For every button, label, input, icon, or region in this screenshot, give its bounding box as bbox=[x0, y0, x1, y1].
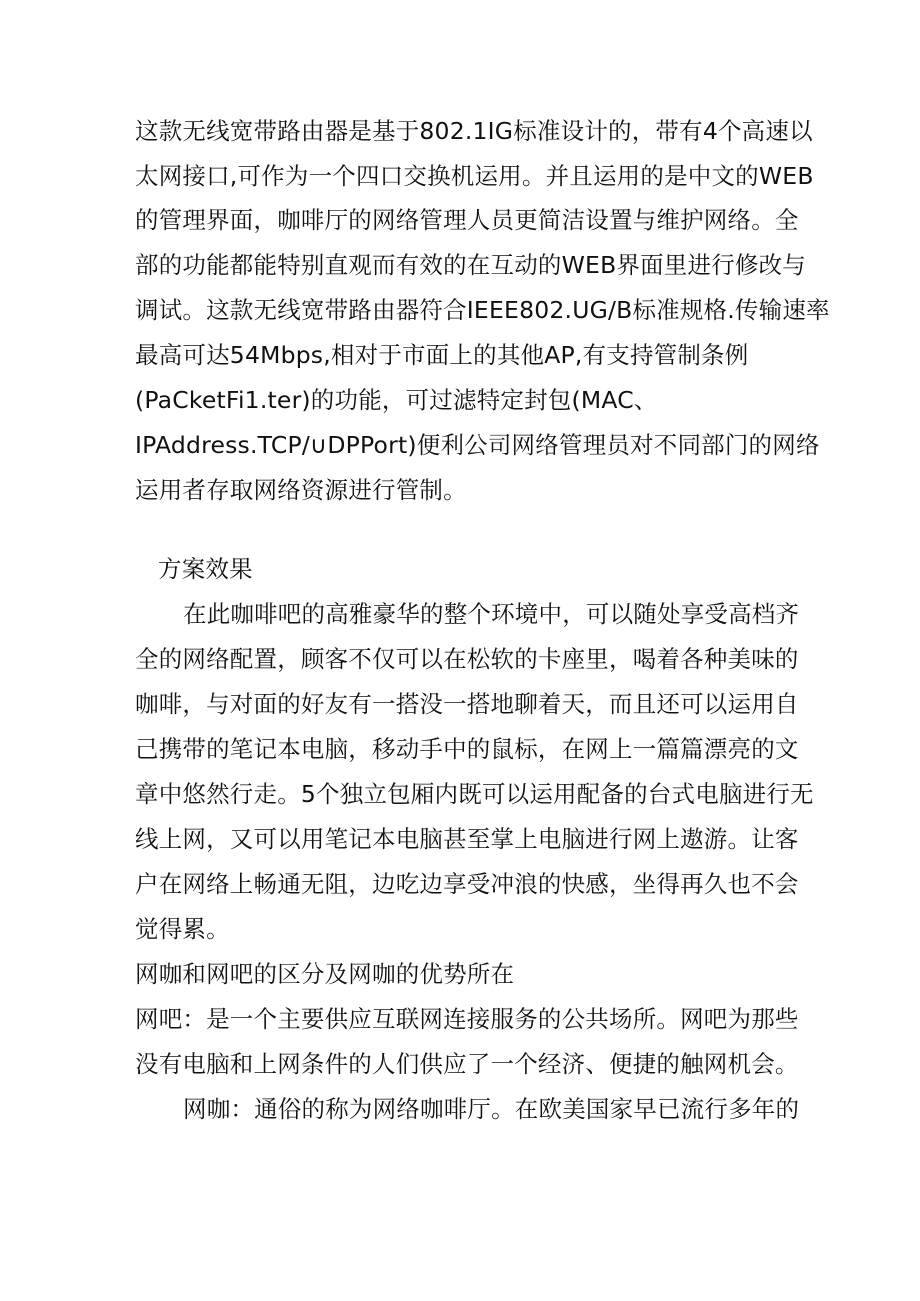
paragraph-line: 在此咖啡吧的高雅豪华的整个环境中，可以随处享受高档齐 bbox=[183, 600, 800, 628]
paragraph-line: 全的网络配置，顾客不仅可以在松软的卡座里，喝着各种美味的 bbox=[135, 645, 799, 673]
paragraph-line: 觉得累。 bbox=[135, 915, 230, 943]
paragraph-line: 调试。这款无线宽带路由器符合IEEE802.UG/B标准规格.传输速率 bbox=[135, 296, 830, 324]
paragraph-line: 最高可达54Mbps,相对于市面上的其他AP,有支持管制条例 bbox=[135, 341, 749, 369]
paragraph-line: 咖啡，与对面的好友有一搭没一搭地聊着天，而且还可以运用自 bbox=[135, 690, 799, 718]
paragraph-line: 的管理界面，咖啡厅的网络管理人员更简洁设置与维护网络。全 bbox=[135, 206, 799, 234]
section-heading: 网咖和网吧的区分及网咖的优势所在 bbox=[135, 960, 515, 988]
paragraph-line: (PaCketFi1.ter)的功能，可过滤特定封包(MAC、 bbox=[135, 386, 658, 414]
paragraph-line: IPAddress.TCP/∪DPPort)便利公司网络管理员对不同部门的网络 bbox=[135, 431, 820, 459]
paragraph-line: 线上网，又可以用笔记本电脑甚至掌上电脑进行网上遨游。让客 bbox=[135, 825, 799, 853]
paragraph-line: 太网接口,可作为一个四口交换机运用。并且运用的是中文的WEB bbox=[135, 162, 814, 190]
paragraph-line: 己携带的笔记本电脑，移动手中的鼠标，在网上一篇篇漂亮的文 bbox=[135, 735, 799, 763]
paragraph-line: 没有电脑和上网条件的人们供应了一个经济、便捷的触网机会。 bbox=[135, 1050, 799, 1078]
paragraph-line: 部的功能都能特别直观而有效的在互动的WEB界面里进行修改与 bbox=[135, 251, 807, 279]
paragraph-line: 这款无线宽带路由器是基于802.1IG标准设计的，带有4个高速以 bbox=[135, 117, 813, 145]
section-heading: 方案效果 bbox=[158, 555, 253, 583]
paragraph-line: 网咖：通俗的称为网络咖啡厅。在欧美国家早已流行多年的 bbox=[183, 1095, 800, 1123]
paragraph-line: 运用者存取网络资源进行管制。 bbox=[135, 476, 467, 504]
paragraph-line: 章中悠然行走。5个独立包厢内既可以运用配备的台式电脑进行无 bbox=[135, 780, 814, 808]
paragraph-line: 户在网络上畅通无阻，边吃边享受冲浪的快感，坐得再久也不会 bbox=[135, 870, 799, 898]
paragraph-line: 网吧：是一个主要供应互联网连接服务的公共场所。网吧为那些 bbox=[135, 1005, 799, 1033]
